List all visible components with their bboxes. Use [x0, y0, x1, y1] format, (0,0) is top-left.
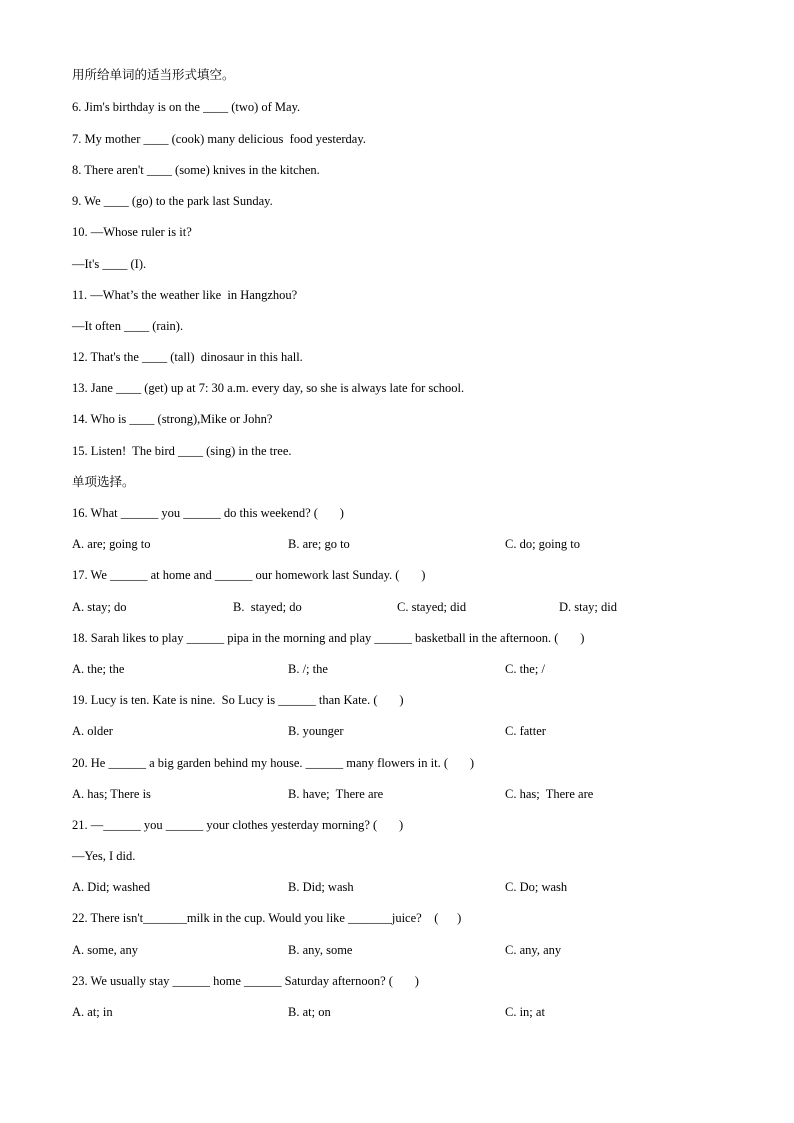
question-21-option-b: B. Did; wash	[288, 880, 354, 894]
question-17-option-d: D. stay; did	[559, 600, 617, 614]
question-6: 6. Jim's birthday is on the ____ (two) of May.	[72, 100, 301, 114]
question-16: 16. What ______ you ______ do this weekend? ( )	[72, 506, 344, 520]
question-21-option-a: A. Did; washed	[72, 880, 151, 894]
question-20-option-c: C. has; There are	[505, 787, 594, 801]
question-20-option-a: A. has; There is	[72, 787, 151, 801]
question-18-option-a: A. the; the	[72, 662, 125, 676]
question-14: 14. Who is ____ (strong),Mike or John?	[72, 412, 273, 426]
question-18-option-c: C. the; /	[505, 662, 545, 676]
question-19-option-a: A. older	[72, 724, 113, 738]
question-19-option-b: B. younger	[288, 724, 344, 738]
question-10: 10. —Whose ruler is it?	[72, 225, 192, 239]
section-title-fill-in: 用所给单词的适当形式填空。	[72, 67, 235, 82]
question-21: 21. —______ you ______ your clothes yesterday morning? ( )	[72, 818, 404, 832]
question-11-answer: —It often ____ (rain).	[72, 319, 184, 333]
question-20: 20. He ______ a big garden behind my house. ______ many flowers in it. ( )	[72, 756, 475, 770]
question-13: 13. Jane ____ (get) up at 7: 30 a.m. every day, so she is always late for school.	[72, 381, 465, 395]
question-19: 19. Lucy is ten. Kate is nine. So Lucy is ______ than Kate. ( )	[72, 693, 404, 707]
question-21-option-c: C. Do; wash	[505, 880, 568, 894]
question-17-option-b: B. stayed; do	[233, 600, 302, 614]
question-10-answer: —It's ____ (I).	[72, 257, 147, 271]
question-17-option-c: C. stayed; did	[397, 600, 467, 614]
question-18-option-b: B. /; the	[288, 662, 328, 676]
question-7: 7. My mother ____ (cook) many delicious food yesterday.	[72, 132, 366, 146]
section-title-multiple-choice: 单项选择。	[72, 474, 135, 489]
question-23: 23. We usually stay ______ home ______ Saturday afternoon? ( )	[72, 974, 419, 988]
question-23-option-c: C. in; at	[505, 1005, 545, 1019]
question-16-option-b: B. are; go to	[288, 537, 350, 551]
question-17-option-a: A. stay; do	[72, 600, 127, 614]
question-22-option-b: B. any, some	[288, 943, 353, 957]
question-23-option-a: A. at; in	[72, 1005, 113, 1019]
question-15: 15. Listen! The bird ____ (sing) in the tree.	[72, 444, 292, 458]
question-22: 22. There isn't_______milk in the cup. Would you like _______juice? ( )	[72, 911, 462, 925]
question-16-option-c: C. do; going to	[505, 537, 581, 551]
question-16-option-a: A. are; going to	[72, 537, 151, 551]
question-23-option-b: B. at; on	[288, 1005, 331, 1019]
question-19-option-c: C. fatter	[505, 724, 546, 738]
question-22-option-c: C. any, any	[505, 943, 562, 957]
question-22-option-a: A. some, any	[72, 943, 138, 957]
question-18: 18. Sarah likes to play ______ pipa in the morning and play ______ basketball in the afternoon. ( )	[72, 631, 585, 645]
question-11: 11. —What’s the weather like in Hangzhou?	[72, 288, 298, 302]
question-20-option-b: B. have; There are	[288, 787, 384, 801]
question-12: 12. That's the ____ (tall) dinosaur in this hall.	[72, 350, 303, 364]
question-8: 8. There aren't ____ (some) knives in the kitchen.	[72, 163, 320, 177]
question-21-answer: —Yes, I did.	[72, 849, 136, 863]
question-17: 17. We ______ at home and ______ our homework last Sunday. ( )	[72, 568, 426, 582]
question-9: 9. We ____ (go) to the park last Sunday.	[72, 194, 273, 208]
